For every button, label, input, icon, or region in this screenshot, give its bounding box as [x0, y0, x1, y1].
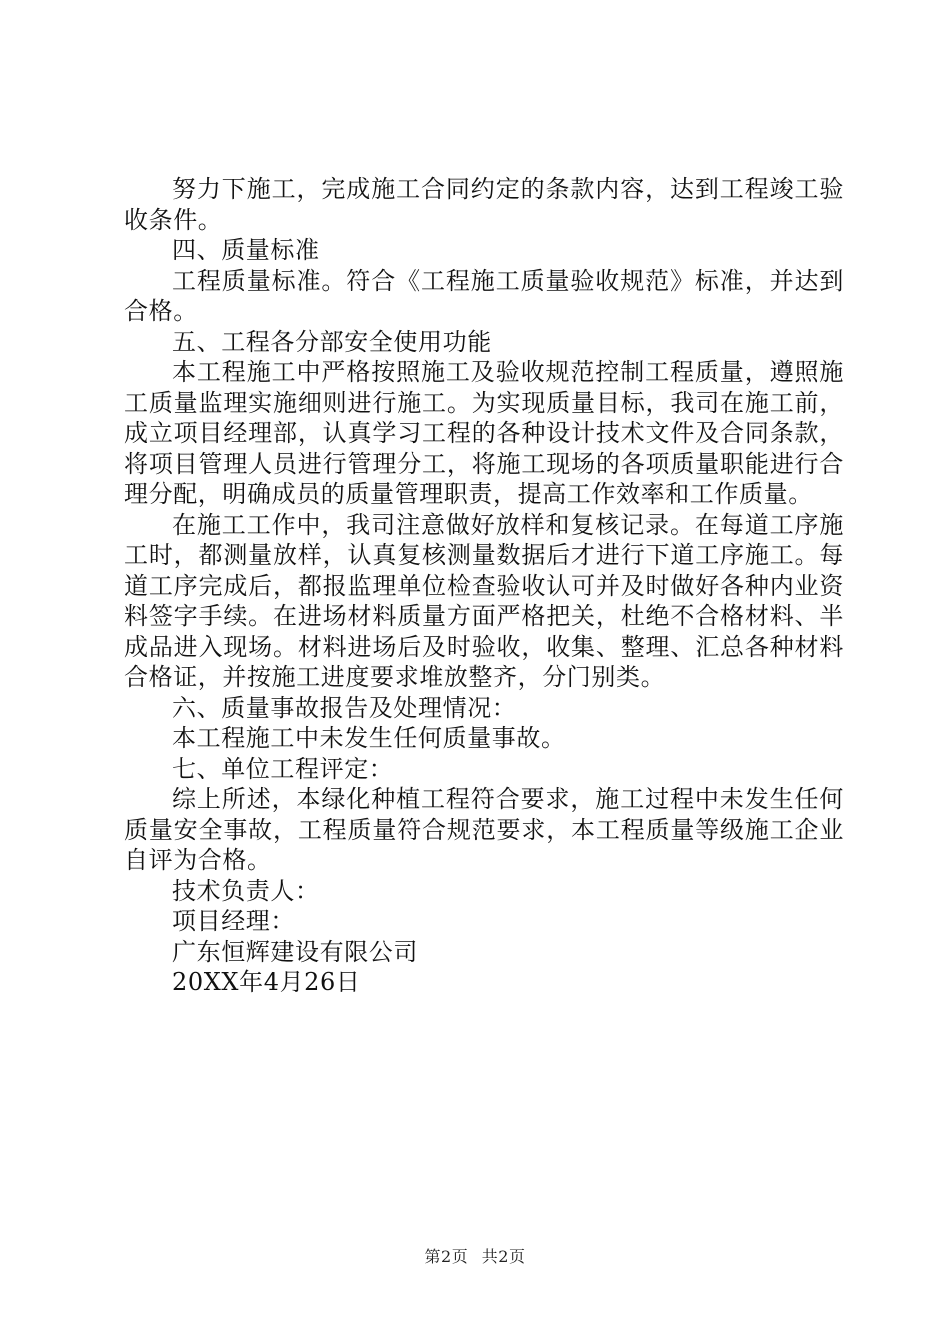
- heading-quality-standard: 四、质量标准: [172, 236, 320, 264]
- page-number: 第2页: [424, 1247, 469, 1266]
- page-footer: [0, 1244, 950, 1267]
- total-pages: 共2页: [481, 1247, 526, 1266]
- document-body: [124, 174, 844, 998]
- paragraph-8: 本工程施工中未发生任何质量事故。: [172, 724, 566, 752]
- company-name: 广东恒辉建设有限公司: [172, 937, 418, 966]
- heading-unit-evaluation: 七、单位工程评定：: [172, 754, 394, 783]
- paragraph-5: 本工程施工中严格按照施工及验收规范控制工程质量，遵照施工质量监理实施细则进行施工。为实现质量目标，我司在施工前，成立项目经理部，认真学习工程的各种设计技术文件及合同条款，将项目管理人员进行管理分工，将施工现场的各项质量职能进行合理分配，明确成员的质量管理职责，提高工作效率和工作质量。: [124, 358, 844, 508]
- document-date: 20XX年4月26日: [172, 968, 361, 996]
- paragraph-10: 综上所述，本绿化种植工程符合要求，施工过程中未发生任何质量安全事故，工程质量符合规范要求，本工程质量等级施工企业自评为合格。: [124, 785, 844, 874]
- heading-safety-function: 五、工程各分部安全使用功能: [172, 327, 492, 356]
- signature-project-manager: 项目经理：: [172, 907, 295, 935]
- paragraph-3: 工程质量标准。符合《工程施工质量验收规范》标准，并达到合格。: [124, 266, 844, 325]
- paragraph-6: 在施工工作中，我司注意做好放样和复核记录。在每道工序施工时，都测量放样，认真复核测量数据后才进行下道工序施工。每道工序完成后，都报监理单位检查验收认可并及时做好各种内业资料签字手续。在进场材料质量方面严格把关，杜绝不合格材料、半成品进入现场。材料进场后及时验收，收集、整理、汇总各种材料合格证，并按施工进度要求堆放整齐，分门别类。: [124, 510, 844, 691]
- signature-technical-lead: 技术负责人：: [172, 876, 320, 905]
- paragraph-1: 努力下施工，完成施工合同约定的条款内容，达到工程竣工验收条件。: [124, 175, 844, 234]
- heading-accident-report: 六、质量事故报告及处理情况：: [172, 693, 517, 722]
